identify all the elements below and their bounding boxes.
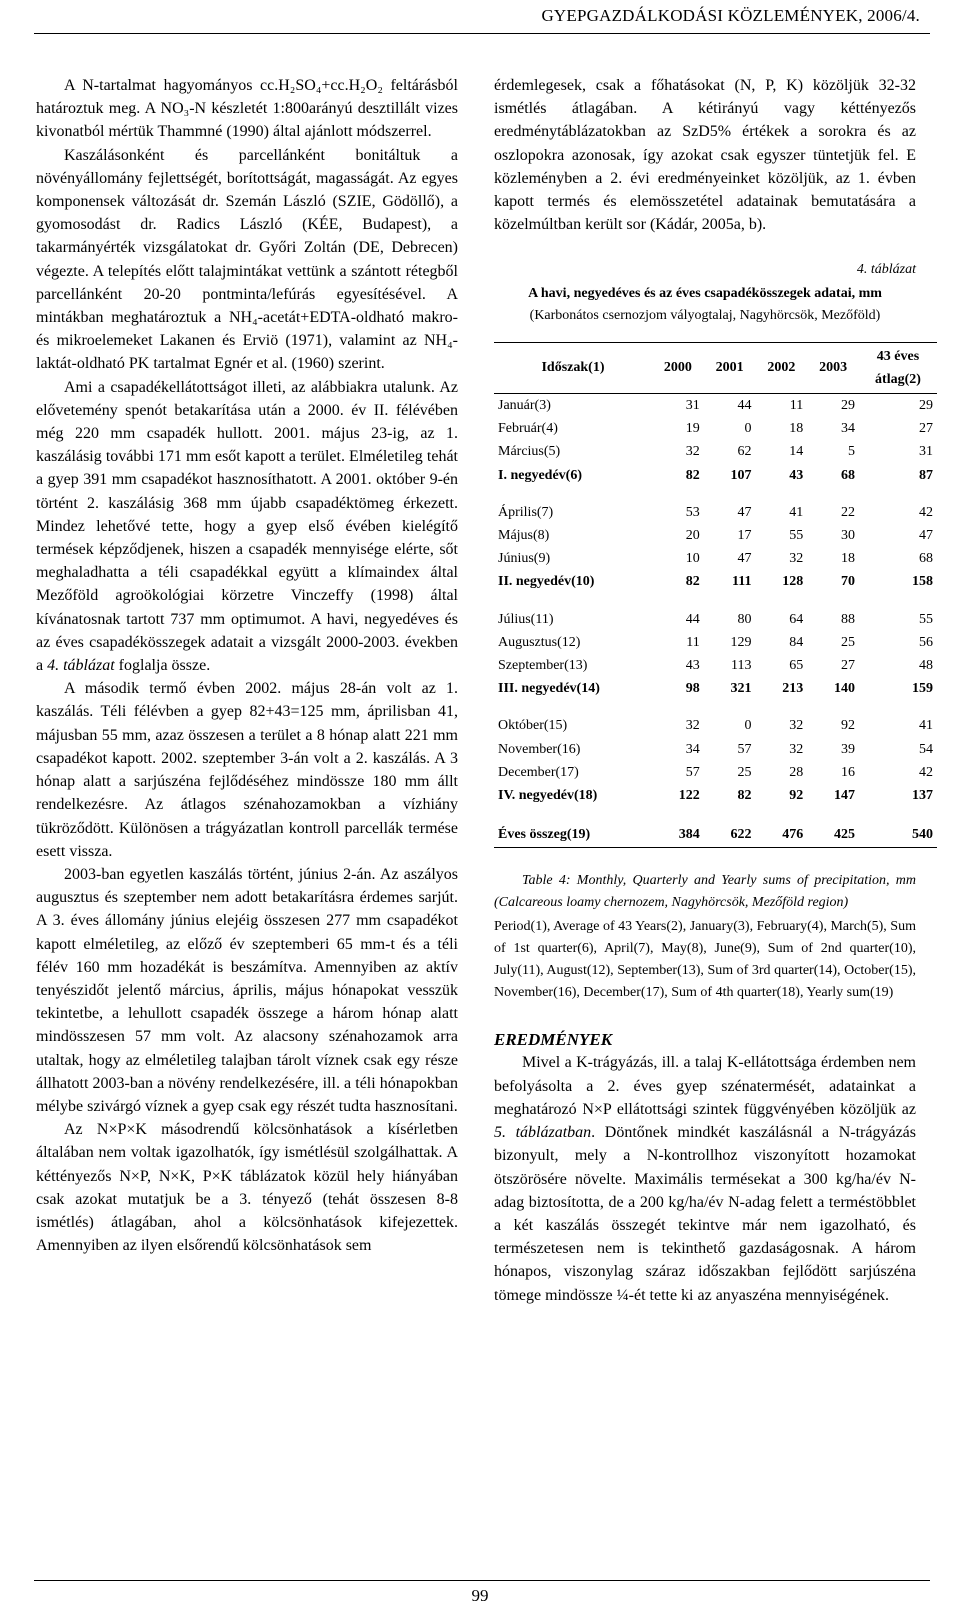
table-cell: 128 [782,574,804,590]
table-spacer [494,487,937,501]
table-cell: 129 [730,634,752,650]
precipitation-table [494,342,937,849]
table-cell: 32 [685,718,700,734]
row-label: Január(3) [498,398,551,414]
table-cell: 32 [789,551,804,567]
spacer-cell [494,807,937,821]
table-cell: 43 [789,467,804,483]
row-label: Május(8) [498,528,550,544]
table-row [494,714,937,737]
column-header: 2001 [715,360,744,376]
row-label: Éves összeg(19) [498,826,591,842]
paragraph-text: foglalja össze. [114,657,211,675]
table-cell: 5 [848,444,855,460]
table-cell: 47 [737,551,752,567]
column-header: 2002 [767,360,796,376]
paragraph: A második termő évben 2002. május 28-án volt az 1. kaszálás. Téli félévben a gyep 82+43=125 mm, áprilisban 41, májusban 55 mm, azaz összesen a terület a 8 hónap alatt 221 mm csapadékot kapott. 2002. szeptember 3-án volt a 2. kaszálás. A 3 hónap alatt a sarjúszéna fejlődéséhez mindössze 180 mm állt rendelkezésre. Az átlagos szénahozamokban a vízhiány tükröződött. Különösen a trágyázatlan kontroll parcellák termése esett vissza. [36,680,458,860]
table-cell: 68 [841,467,855,483]
table-cell: 92 [789,788,804,804]
row-label: Június(9) [498,551,551,567]
table-body [494,394,937,848]
table-cell: 122 [678,788,700,804]
table-spacer [494,807,937,821]
table-number: 4. táblázat [856,262,916,278]
column-header: 43 éves átlag(2) [875,348,921,387]
table-cell: 34 [685,741,700,757]
table-cell: 47 [737,504,752,520]
paragraph: érdemlegesek, csak a főhatásokat (N, P, K) közöljük 32-32 ismétlés átlagában. A kétirányú vagy kéttényezős eredménytáblázatokban az SzD5% értékek a sorokra és az oszlopokra azonosak, így azokat csak egyszer tüntetjük fel. E közleményben a 2. évi eredményeinket közöljük, az 1. évben kapott termés és elemösszetétel adatainak bemutatására a közelmúltban került sor (Kádár, 2005a, b). [494,77,916,234]
table-cell: 17 [737,528,752,544]
table-row [494,738,937,761]
table-cell: 22 [841,504,855,520]
table-cell: 30 [841,528,855,544]
table-cell: 11 [686,634,700,650]
row-label: Szeptember(13) [498,658,588,674]
table-cell: 27 [841,658,855,674]
row-label: Március(5) [498,444,561,460]
table-row [494,440,937,463]
table-subtitle: (Karbonátos csernozjom vályogtalaj, Nagyhörcsök, Mezőföld) [529,307,881,323]
table-cell: 55 [789,528,804,544]
table-cell: 540 [912,826,933,842]
paragraph: Az N×P×K másodrendű kölcsönhatások a kísérletben általában nem voltak igazolhatók, így ismétlésül szolgálhattak. A kéttényezős N×P, N×K, P×K táblázatok közül hely hiányában csak azokat mutatjuk be a 3. tényező (tehát összesen 8-8 ismétlés) átlagában, ahol a kölcsönhatások kifejezettek. Amennyiben az ilyen elsőrendű kölcsönhatások sem [36,1121,458,1255]
table-cell: 65 [789,658,804,674]
table-cell: 92 [841,718,855,734]
table-cell: 18 [841,551,855,567]
table-cell: 42 [919,764,933,780]
paragraph-text: . Döntőnek mindkét kaszálásnál a N-trágyázás bizonyult, mely a N-kontrollhoz viszonyított hozamokat ötszörösére növelte. Maximális termésekat a 300 kg/ha/év N-adag biztosította, de a 200 kg/ha/év N-adag felett a terméstöbblet a két kaszálás összegét tekintve már nem igazolható, és természetesen nem is tekinthető gazdaságosnak. A három hónapos, viszonylag száraz időszakban fejlődött sarjúszéna tömege mindössze ¼-ét tette ki az anyaszéna mennyiségének. [494,1124,916,1304]
row-label: IV. negyedév(18) [498,788,598,804]
table-cell: 82 [685,467,700,483]
table-row [494,654,937,677]
table-cell: 34 [841,421,855,437]
table-cell: 425 [834,826,855,842]
table-cell: 213 [782,681,804,697]
table-cell: 47 [919,528,933,544]
footer-rule [34,1580,930,1581]
table-row [494,631,937,654]
quarter-sum-row [494,464,937,487]
right-column [494,74,933,1307]
table-caption-english [494,870,916,914]
table-cell: 0 [744,718,752,734]
table-legend-english: Period(1), Average of 43 Years(2), January(3), February(4), March(5), Sum of 1st quarter(6), April(7), May(8), June(9), Sum of 2nd quarter(10), July(11), August(12), September(13), Sum of 3rd quarter(14), October(15), November(16), December(17), Sum of 4th quarter(18), Yearly sum(19) [494,919,916,1001]
table-reference: 5. táblázatban [494,1124,592,1142]
table-cell: 62 [737,444,752,460]
quarter-sum-row [494,570,937,593]
table-cell: 10 [685,551,700,567]
column-header: 2000 [663,360,692,376]
spacer-cell [494,594,937,608]
row-label: November(16) [498,741,581,757]
spacer-cell [494,487,937,501]
table-cell: 622 [730,826,752,842]
table-cell: 18 [789,421,804,437]
table-row [494,761,937,784]
table-cell: 57 [685,764,700,780]
table-cell: 476 [782,826,804,842]
table-cell: 82 [685,574,700,590]
spacer-cell [494,700,937,714]
table-header-row [494,342,937,393]
table-cell: 14 [789,444,804,460]
table-cell: 80 [737,611,752,627]
table-cell: 31 [685,398,700,414]
table-row [494,524,937,547]
table-cell: 41 [919,718,933,734]
table-cell: 16 [841,764,855,780]
table-cell: 137 [912,788,933,804]
row-label: II. negyedév(10) [498,574,595,590]
table-cell: 44 [737,398,752,414]
table-cell: 43 [685,658,700,674]
table-cell: 0 [744,421,752,437]
row-label: December(17) [498,764,579,780]
table-cell: 39 [841,741,855,757]
quarter-sum-row [494,677,937,700]
table-cell: 87 [919,467,933,483]
paragraph [36,376,458,678]
table-cell: 29 [919,398,933,414]
row-label: I. negyedév(6) [498,467,582,483]
row-label: III. negyedév(14) [498,681,600,697]
table-row [494,501,937,524]
table-reference: 4. táblázat [47,657,115,675]
row-label: Augusztus(12) [498,634,581,650]
column-header: 2003 [819,360,848,376]
yearly-total-row [494,821,937,848]
caption-text: Table 4: Monthly, Quarterly and Yearly sums of precipitation, mm (Calcareous loamy chernozem, Nagyhörcsök, Mezőföld region) [494,873,916,911]
paragraph-text: Mivel a K-trágyázás, ill. a talaj K-ellátottsága érdemben nem befolyásolta a 2. éves gyep szénatermését, adatainkat a meghatározó N×P ellátottsági szintek függvényében közöljük az [494,1054,916,1118]
table-cell: 147 [834,788,855,804]
table-cell: 107 [730,467,752,483]
table-cell: 384 [678,826,700,842]
table-spacer [494,594,937,608]
table-cell: 32 [789,741,804,757]
table-row [494,394,937,418]
table-cell: 158 [912,574,933,590]
left-column [36,74,458,1257]
table-cell: 82 [737,788,752,804]
paragraph: Kaszálásonként és parcellánként bonitáltuk a növényállomány fejlettségét, borítottságát, magasságát. Az egyes komponensek változását dr. Szemán László (SZIE, Gödöllő), a gyomosodást dr. Radics László (KÉE, Budapest), a takarmányérték vizsgálatokat dr. Győri Zoltán (DE, Debrecen) végezte. A telepítés előtt talajmintákat vettünk a szántott rétegből parcellánként 20-20 pontminta/lefúrás egyesítésével. A mintákban meghatároztuk a NH₄-acetát+EDTA-oldható makro- és mikroelemeket Lakanen és Erviö (1971), valamint az NH₄-laktát-oldható PK tartalmat Egnér et al. (1960) szerint. [36,146,458,373]
table-title: A havi, negyedéves és az éves csapadékösszegek adatai, mm [528,285,882,301]
table-cell: 55 [919,611,933,627]
table-cell: 159 [912,681,933,697]
table-cell: 28 [789,764,804,780]
header-rule [34,33,930,34]
table-cell: 41 [789,504,804,520]
running-head: GYEPGAZDÁLKODÁSI KÖZLEMÉNYEK, 2006/4. [541,6,920,25]
table-cell: 140 [834,681,855,697]
table-row [494,417,937,440]
table-cell: 57 [737,741,752,757]
table-cell: 19 [685,421,700,437]
table-cell: 27 [919,421,933,437]
table-cell: 68 [919,551,933,567]
table-row [494,608,937,631]
table-cell: 53 [685,504,700,520]
paragraph-text: Ami a csapadékellátottságot illeti, az alábbiakra utalunk. Az elővetemény spenót betakarítása után a 2000. év II. félévében még 220 mm csapadék hullott. 2001. május 23-ig, az 1. kaszálásig további 171 mm esőt kapott a terület. Elméletileg tehát a gyep 391 mm csapadékot hasznosíthatott. A 2001. október 9-én történt 2. kaszálásig 368 mm újabb csapadéktömeg érkezett. Mindez lehetővé tette, hogy a gyep első évében kielégítő termések képződjenek, hiszen a csapadék mennyisége elérte, sőt meghaladhatta a téli csapadékkal együtt a klímaindex által Mezőföld agroökológiai körzetre Vinczeffy (1998) által kívánatosnak tartott 737 mm optimumot. A havi, negyedéves és az éves csapadékösszegek adatait a vizsgált 2000-2003. években a [36,378,458,675]
table-cell: 56 [919,634,933,650]
table-cell: 88 [841,611,855,627]
paragraph: 2003-ban egyetlen kaszálás történt, június 2-án. Az aszályos augusztus és szeptember nem adott betakarításra érdemes sarjút. A 3. éves állomány június elejéig összesen 277 mm csapadékot kapott elméletileg, az előző év szeptemberi 65 mm-t és a téli félév 160 mm hozadékát is beszámítva. Amennyiben az aktív tenyészidőt jelentő március, április, május hónapokat vesszük tekintetbe, a lehullott csapadék összege a három hónap alatt mindösszesen 57 mm volt. Az alacsony szénahozamok arra utaltak, hogy az elméletileg talajban tárolt víznek csak egy része állhatott 2003-ban a növény rendelkezésére, ill. a téli hónapokban mélybe szivárgó víznek a gyep csak egy részét tudta hasznosítani. [36,865,458,1115]
table-cell: 32 [685,444,700,460]
table-cell: 42 [919,504,933,520]
paragraph [494,1051,916,1306]
table-spacer [494,700,937,714]
section-heading: EREDMÉNYEK [494,1030,613,1050]
table-cell: 32 [789,718,804,734]
quarter-sum-row [494,784,937,807]
table-cell: 11 [789,398,804,414]
page-number: 99 [471,1586,489,1605]
table-cell: 84 [789,634,804,650]
table-cell: 25 [841,634,855,650]
row-label: Február(4) [498,421,558,437]
table-cell: 44 [685,611,700,627]
paragraph: A N-tartalmat hagyományos cc.H₂SO₄+cc.H₂O₂ feltárásból határoztuk meg. A NO₃-N készletét 1:800arányú desztillált vizes kivonatból mértük Thammné (1990) által ajánlott módszerrel. [36,77,458,141]
row-label: Július(11) [498,611,554,627]
table-cell: 20 [685,528,700,544]
table-cell: 31 [919,444,933,460]
table-cell: 48 [919,658,933,674]
table-row [494,547,937,570]
table-cell: 64 [789,611,804,627]
table-cell: 70 [841,574,855,590]
row-label: Április(7) [498,504,554,520]
table-cell: 29 [841,398,855,414]
column-header: Időszak(1) [541,360,605,376]
row-label: Október(15) [498,718,568,734]
table-cell: 54 [919,741,933,757]
table-cell: 25 [737,764,752,780]
table-cell: 113 [731,658,752,674]
table-cell: 111 [732,574,752,590]
table-cell: 321 [730,681,752,697]
table-cell: 98 [685,681,700,697]
